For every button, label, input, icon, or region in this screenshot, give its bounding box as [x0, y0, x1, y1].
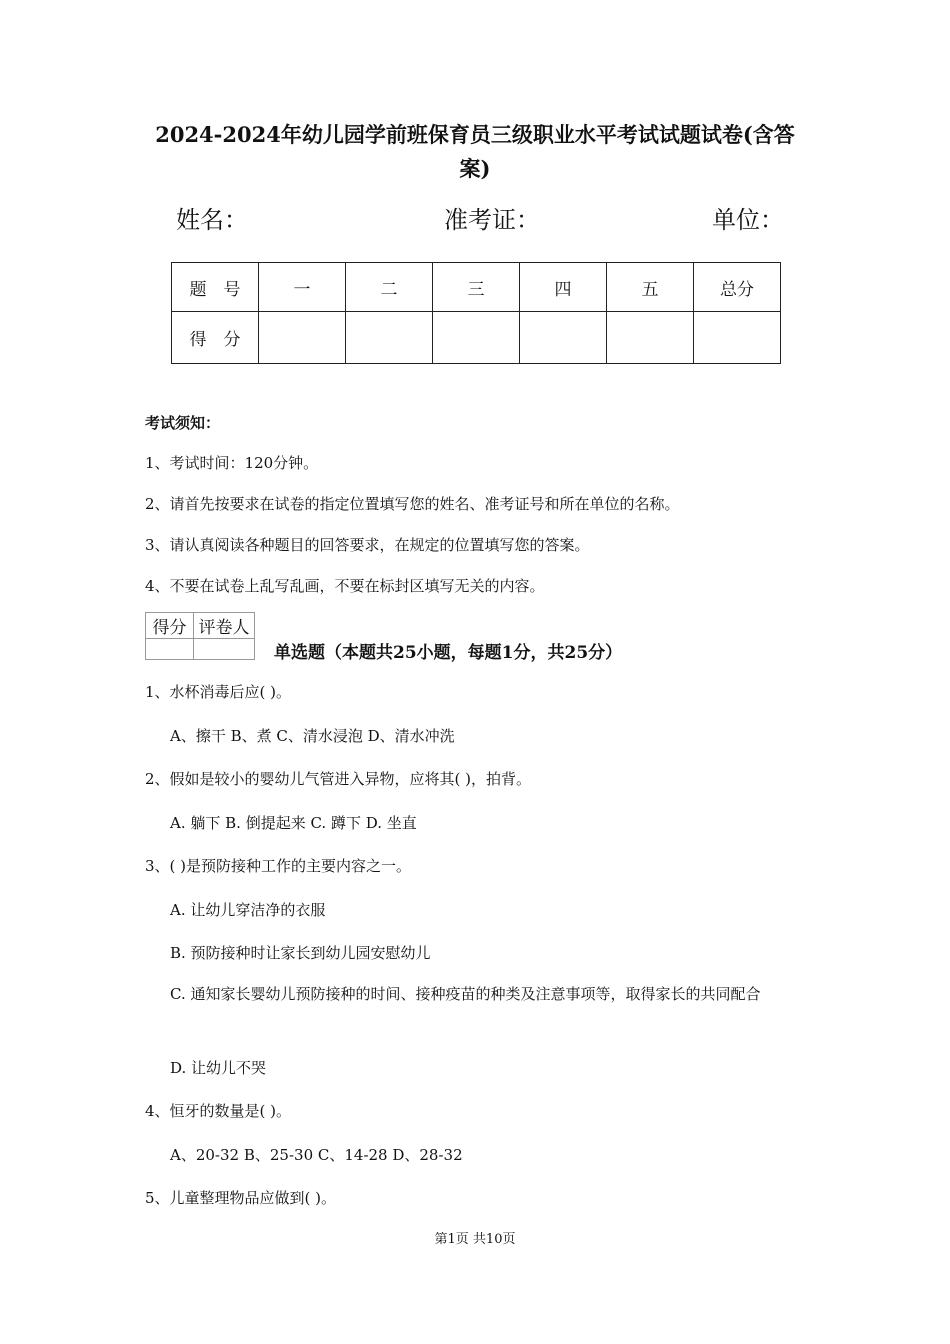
- grader-score-label: 得分: [146, 613, 194, 639]
- exam-title-line2: 案): [459, 156, 491, 181]
- question-5-stem: 5、儿童整理物品应做到( )。: [145, 1189, 337, 1207]
- grader-score-cell[interactable]: [146, 639, 194, 660]
- grader-name-label: 评卷人: [194, 613, 255, 639]
- name-field-label: 姓名：: [176, 206, 248, 234]
- notice-heading: 考试须知：: [145, 414, 221, 432]
- score-cell-3[interactable]: [433, 312, 520, 364]
- score-table-score-row: [172, 312, 781, 364]
- score-row-label: 得 分: [172, 312, 259, 364]
- score-table-header-row: [172, 263, 781, 312]
- question-2-options: A. 躺下 B. 倒提起来 C. 蹲下 D. 坐直: [170, 814, 417, 832]
- score-cell-4[interactable]: [520, 312, 607, 364]
- score-header-total: 总分: [694, 263, 781, 312]
- score-cell-2[interactable]: [346, 312, 433, 364]
- question-3-option-c: C. 通知家长婴幼儿预防接种的时间、接种疫苗的种类及注意事项等，取得家长的共同配合: [170, 985, 761, 1003]
- notice-item-4: 4、不要在试卷上乱写乱画，不要在标封区填写无关的内容。: [145, 577, 545, 595]
- question-2-stem: 2、假如是较小的婴幼儿气管进入异物，应将其( )，拍背。: [145, 770, 532, 788]
- exam-title-line1: 2024-2024年幼儿园学前班保育员三级职业水平考试试题试卷(含答: [155, 122, 795, 147]
- question-3-stem: 3、( )是预防接种工作的主要内容之一。: [145, 857, 412, 875]
- page-footer: 第1页 共10页: [434, 1232, 516, 1247]
- score-cell-total[interactable]: [694, 312, 781, 364]
- exam-title: [140, 118, 810, 186]
- score-header-label: 题 号: [172, 263, 259, 312]
- notice-item-1: 1、考试时间：120分钟。: [145, 454, 319, 472]
- score-table: [171, 262, 781, 364]
- question-3-option-b: B. 预防接种时让家长到幼儿园安慰幼儿: [170, 944, 431, 962]
- score-header-2: 二: [346, 263, 433, 312]
- score-header-5: 五: [607, 263, 694, 312]
- score-cell-5[interactable]: [607, 312, 694, 364]
- question-1-stem: 1、水杯消毒后应( )。: [145, 683, 292, 701]
- question-1-options: A、擦干 B、煮 C、清水浸泡 D、清水冲洗: [170, 727, 455, 745]
- score-cell-1[interactable]: [259, 312, 346, 364]
- score-header-1: 一: [259, 263, 346, 312]
- unit-field-label: 单位：: [712, 206, 784, 234]
- grader-box: [145, 612, 255, 660]
- question-3-option-d: D. 让幼儿不哭: [170, 1059, 267, 1077]
- notice-item-2: 2、请首先按要求在试卷的指定位置填写您的姓名、准考证号和所在单位的名称。: [145, 495, 680, 513]
- question-4-options: A、20-32 B、25-30 C、14-28 D、28-32: [170, 1146, 463, 1164]
- score-header-3: 三: [433, 263, 520, 312]
- question-3-option-a: A. 让幼儿穿洁净的衣服: [170, 901, 326, 919]
- section-heading: 单选题（本题共25小题，每题1分，共25分）: [274, 643, 623, 663]
- question-4-stem: 4、恒牙的数量是( )。: [145, 1102, 292, 1120]
- notice-item-3: 3、请认真阅读各种题目的回答要求，在规定的位置填写您的答案。: [145, 536, 590, 554]
- grader-name-cell[interactable]: [194, 639, 255, 660]
- score-header-4: 四: [520, 263, 607, 312]
- exam-number-field-label: 准考证：: [444, 206, 540, 234]
